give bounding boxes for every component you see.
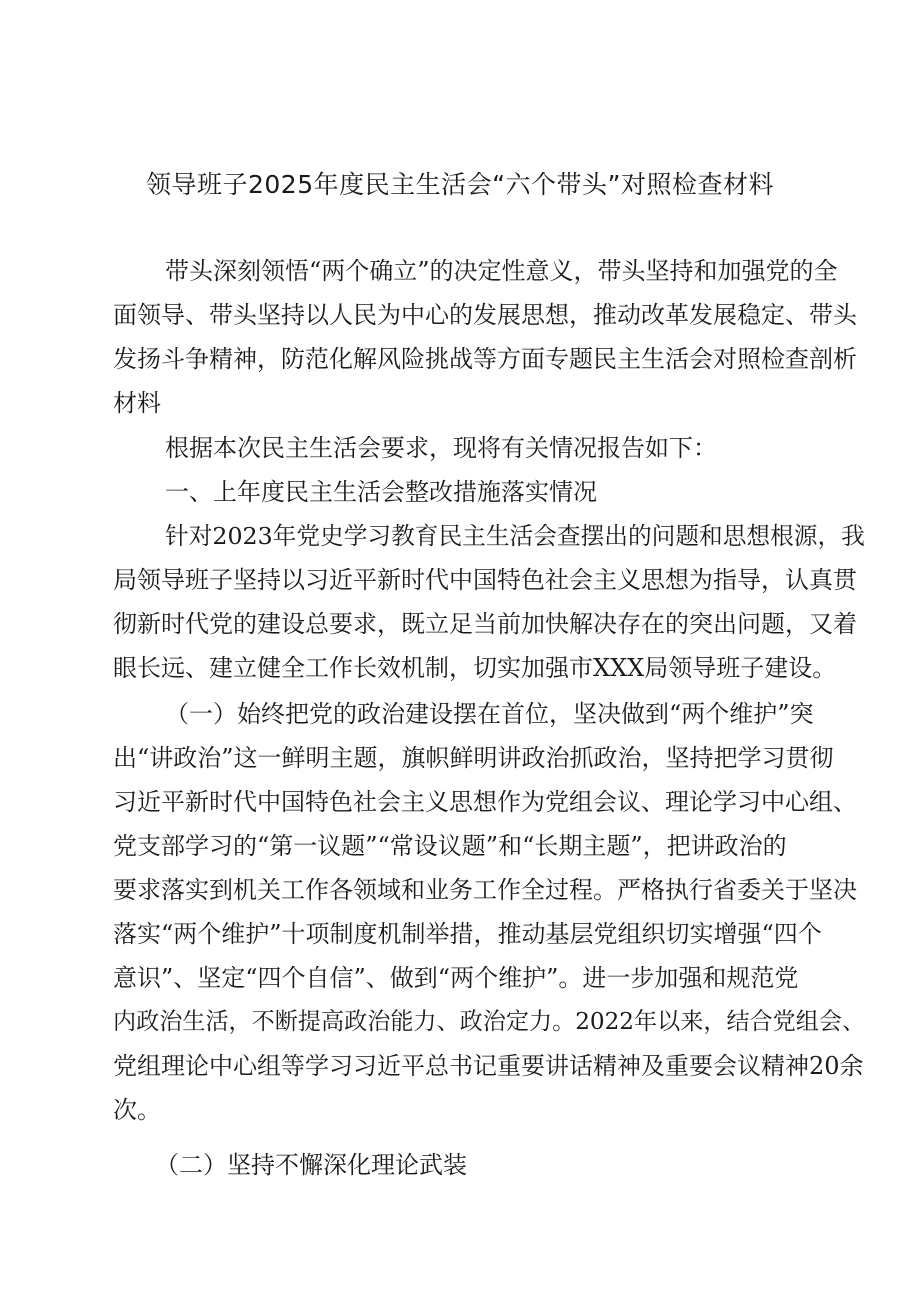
subsection-line: 出“讲政治”这一鲜明主题，旗帜鲜明讲政治抓政治，坚持把学习贯彻 <box>113 744 834 772</box>
body-line: 针对2023年党史学习教育民主生活会查摆出的问题和思想根源，我 <box>165 522 865 550</box>
subsection-line: 次。 <box>113 1096 161 1124</box>
intro-line: 发扬斗争精神，防范化解风险挑战等方面专题民主生活会对照检查剖析 <box>113 345 857 373</box>
report-intro-line: 根据本次民主生活会要求，现将有关情况报告如下： <box>165 434 717 462</box>
subsection-line: 要求落实到机关工作各领域和业务工作全过程。严格执行省委关于坚决 <box>113 876 857 904</box>
intro-line: 带头深刻领悟“两个确立”的决定性意义，带头坚持和加强党的全 <box>165 257 838 285</box>
body-line: 局领导班子坚持以习近平新时代中国特色社会主义思想为指导，认真贯 <box>113 566 857 594</box>
subsection-line: 落实“两个维护”十项制度机制举措，推动基层党组织切实增强“四个 <box>113 920 822 948</box>
document-title: 领导班子2025年度民主生活会“六个带头”对照检查材料 <box>145 170 775 199</box>
subsection-line: 意识”、坚定“四个自信”、做到“两个维护”。进一步加强和规范党 <box>113 964 799 992</box>
intro-line: 材料 <box>113 389 161 417</box>
body-line: 彻新时代党的建设总要求，既立足当前加快解决存在的突出问题，又着 <box>113 610 857 638</box>
subsection-line: （一）始终把党的政治建设摆在首位，坚决做到“两个维护”突 <box>165 700 814 728</box>
subsection-line: 内政治生活，不断提高政治能力、政治定力。2022年以来，结合党组会、 <box>113 1009 866 1035</box>
subsection-line: 党支部学习的“第一议题”“常设议题”和“长期主题”，把讲政治的 <box>113 832 787 860</box>
subsection-heading: （二）坚持不懈深化理论武装 <box>155 1151 467 1179</box>
intro-line: 面领导、带头坚持以人民为中心的发展思想，推动改革发展稳定、带头 <box>113 301 857 329</box>
body-line: 眼长远、建立健全工作长效机制，切实加强市XXX局领导班子建设。 <box>113 654 837 682</box>
section-heading: 一、上年度民主生活会整改措施落实情况 <box>165 478 597 506</box>
subsection-line: 党组理论中心组等学习习近平总书记重要讲话精神及重要会议精神20余 <box>113 1052 864 1080</box>
subsection-line: 习近平新时代中国特色社会主义思想作为党组会议、理论学习中心组、 <box>113 788 857 816</box>
